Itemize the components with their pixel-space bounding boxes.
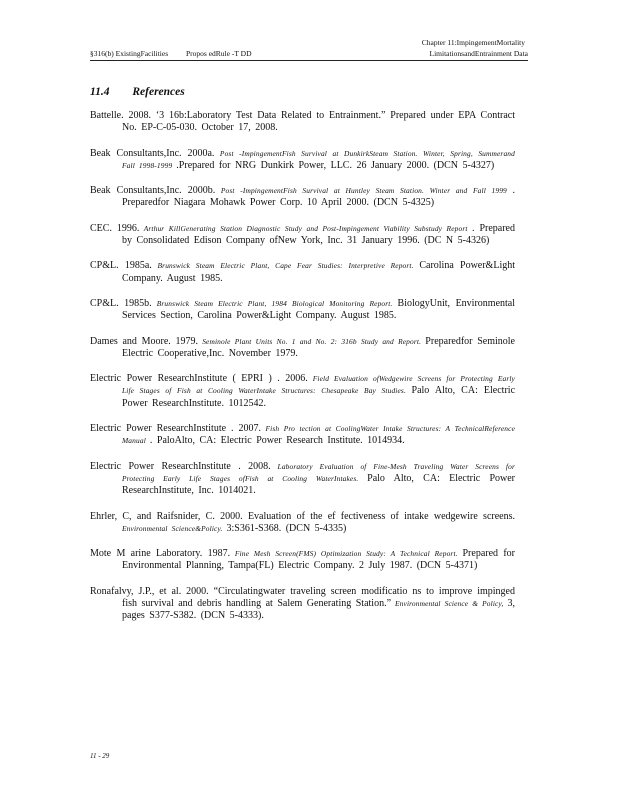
reference-title: Brunswick Steam Electric Plant, 1984 Biological Monitoring Report. xyxy=(151,298,398,308)
header-chapter: Chapter 11:ImpingementMortality xyxy=(421,38,525,47)
header-rule: Propos edRule -T DD xyxy=(186,49,252,58)
header-divider xyxy=(90,60,528,61)
reference-item xyxy=(90,336,515,361)
header-left xyxy=(90,49,267,58)
header-facility: §316(b) ExistingFacilities xyxy=(90,49,169,58)
reference-title: Fish Pro tection at CoolingWater Intake Structures: A TechnicalReference Manual xyxy=(122,424,515,446)
section-number: 11.4 xyxy=(90,86,110,98)
reference-title: Post -ImpingementFish Survival at DunkirkSteam Station. Winter, Spring, Summerand Fall 1998-1999 xyxy=(122,148,515,170)
reference-details: . Prepared by Consolidated Edison Company ofNew York, Inc. 31 January 1996. (DC N 5-4326) xyxy=(122,222,515,247)
reference-item xyxy=(90,260,515,285)
reference-title: Post -ImpingementFish Survival at Huntley Steam Station. Winter and Fall 1999 xyxy=(215,186,513,196)
reference-details: . PaloAlto, CA: Electric Power Research Institute. 1014934. xyxy=(149,435,405,447)
section-heading: References xyxy=(132,86,185,98)
reference-item xyxy=(90,548,515,573)
reference-item xyxy=(90,373,515,410)
reference-title: Arthur KillGenerating Station Diagnostic Study and Post-Impingement Viability Substudy Report xyxy=(139,223,472,233)
reference-text: Ehrler, C, and Raifsnider, C. 2000. Evaluation of the ef fectiveness of intake wedgewire screens. xyxy=(90,510,515,522)
header-right: LimitationsandEntrainment Data xyxy=(429,49,528,58)
reference-title: Environmental Science & Policy, xyxy=(391,599,508,609)
reference-text: Ronafalvy, J.P., et al. 2000. “Circulatingwater traveling screen modificatio ns to improve impinged fish survival and debris handling at Salem Generating Station.” xyxy=(90,585,515,610)
reference-text: Beak Consultants,Inc. 2000b. xyxy=(90,185,216,197)
reference-text: Dames and Moore. 1979. xyxy=(90,335,198,347)
reference-title: Seminole Plant Units No. 1 and No. 2: 316b Study and Report. xyxy=(198,336,426,346)
reference-text: Electric Power ResearchInstitute . 2008. xyxy=(90,460,271,472)
reference-item xyxy=(90,185,515,210)
reference-item xyxy=(90,423,515,448)
reference-text: Electric Power ResearchInstitute ( EPRI ) . 2006. xyxy=(90,373,308,385)
reference-details: Prepared for Environmental Planning, Tampa(FL) Electric Company. 2 July 1987. (DCN 5-4371) xyxy=(122,548,516,572)
section-title xyxy=(90,86,185,98)
reference-text: CEC. 1996. xyxy=(90,222,140,234)
reference-item xyxy=(90,223,515,248)
reference-details: Palo Alto, CA: Electric Power ResearchInstitute. 1012542. xyxy=(122,385,516,409)
reference-details: Carolina Power&Light Company. August 1985. xyxy=(122,260,515,284)
reference-title: Fine Mesh Screen(FMS) Optimization Study: A Technical Report. xyxy=(230,549,463,559)
reference-text: Beak Consultants,Inc. 2000a. xyxy=(90,147,215,159)
reference-details: BiologyUnit, Environmental Services Section, Carolina Power&Light Company. August 1985. xyxy=(122,297,516,322)
reference-text: CP&L. 1985a. xyxy=(90,260,152,272)
reference-details: 3:S361-S368. (DCN 5-4335) xyxy=(226,522,347,534)
reference-details: Preparedfor Seminole Electric Cooperative,Inc. November 1979. xyxy=(122,335,515,359)
reference-details: 3, pages S377-S382. (DCN 5-4333). xyxy=(122,598,515,622)
reference-item xyxy=(90,511,515,536)
reference-details: . Preparedfor Niagara Mohawk Power Corp. 10 April 2000. (DCN 5-4325) xyxy=(122,185,515,209)
reference-item xyxy=(90,461,515,498)
reference-text: Electric Power ResearchInstitute . 2007. xyxy=(90,423,262,435)
page-number: 11 - 29 xyxy=(90,752,110,760)
reference-title: Field Evaluation ofWedgewire Screens for Protecting Early Life Stages of Fish at Cooling WaterIntake Structures: Chesapeake Bay Studies. xyxy=(122,374,515,396)
reference-title: Laboratory Evaluation of Fine-Mesh Traveling Water Screens for Protecting Early Life Stages ofFish at Cooling WaterIntakes. xyxy=(122,461,515,483)
reference-item xyxy=(90,110,515,135)
reference-title: Environmental Science&Policy. xyxy=(122,523,227,533)
reference-text: CP&L. 1985b. xyxy=(90,297,152,309)
reference-item xyxy=(90,586,515,623)
reference-text: Mote M arine Laboratory. 1987. xyxy=(90,548,231,560)
reference-details: .Prepared for NRG Dunkirk Power, LLC. 26 January 2000. (DCN 5-4327) xyxy=(176,159,495,171)
reference-list xyxy=(90,110,515,636)
reference-details: Palo Alto, CA: Electric Power ResearchInstitute, Inc. 1014021. xyxy=(122,472,515,497)
reference-item xyxy=(90,298,515,323)
reference-text: Battelle. 2008. ‘3 16b:Laboratory Test Data Related to Entrainment.” Prepared under EPA Contract No. EP-C-05-030. October 17, 2008. xyxy=(90,110,515,134)
reference-title: Brunswick Steam Electric Plant, Cape Fear Studies: Interpretive Report. xyxy=(151,261,420,271)
reference-item xyxy=(90,148,515,173)
